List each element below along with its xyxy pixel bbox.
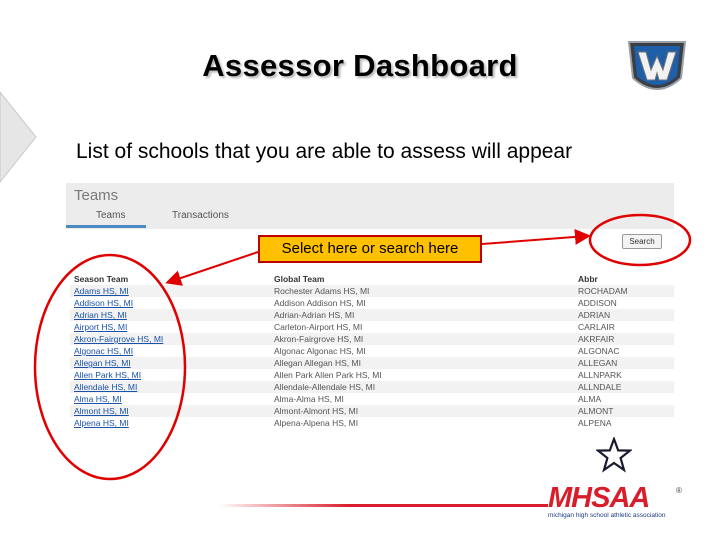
abbr-cell: ALLEGAN bbox=[574, 357, 674, 369]
annotation-arrow-icon bbox=[482, 236, 587, 244]
slide-title: Assessor Dashboard bbox=[202, 48, 518, 83]
abbr-cell: ADRIAN bbox=[574, 309, 674, 321]
global-team-cell: Allen Park Allen Park HS, MI bbox=[270, 369, 574, 381]
season-team-link[interactable]: Addison HS, MI bbox=[70, 297, 270, 309]
abbr-cell: ADDISON bbox=[574, 297, 674, 309]
abbr-cell: AKRFAIR bbox=[574, 333, 674, 345]
footer-divider bbox=[218, 504, 548, 507]
season-team-link[interactable]: Allen Park HS, MI bbox=[70, 369, 270, 381]
global-team-cell: Alpena-Alpena HS, MI bbox=[270, 417, 574, 429]
abbr-cell: ALLNDALE bbox=[574, 381, 674, 393]
teams-page-title: Teams bbox=[74, 187, 119, 204]
global-team-cell: Algonac Algonac HS, MI bbox=[270, 345, 574, 357]
season-team-link[interactable]: Akron-Fairgrove HS, MI bbox=[70, 333, 270, 345]
abbr-cell: ROCHADAM bbox=[574, 285, 674, 297]
mhsaa-wordmark: MHSAA bbox=[548, 482, 650, 514]
annotation-arrow-icon bbox=[169, 252, 258, 282]
season-team-link[interactable]: Algonac HS, MI bbox=[70, 345, 270, 357]
season-team-highlight-ellipse bbox=[35, 255, 185, 479]
search-highlight-ellipse bbox=[590, 215, 690, 265]
column-header-abbr: Abbr bbox=[578, 274, 598, 284]
season-team-link[interactable]: Airport HS, MI bbox=[70, 321, 270, 333]
abbr-cell: ALMA bbox=[574, 393, 674, 405]
search-button[interactable]: Search bbox=[622, 234, 662, 249]
mhsaa-logo bbox=[548, 484, 680, 519]
global-team-cell: Carleton-Airport HS, MI bbox=[270, 321, 574, 333]
tab-transactions[interactable]: Transactions bbox=[172, 210, 229, 221]
tab-teams[interactable]: Teams bbox=[96, 210, 126, 221]
season-team-link[interactable]: Alma HS, MI bbox=[70, 393, 270, 405]
column-header-season-team: Season Team bbox=[74, 274, 129, 284]
season-team-link[interactable]: Allendale HS, MI bbox=[70, 381, 270, 393]
abbr-cell: ALPENA bbox=[574, 417, 674, 429]
global-team-cell: Adrian-Adrian HS, MI bbox=[270, 309, 574, 321]
global-team-cell: Allegan Allegan HS, MI bbox=[270, 357, 574, 369]
column-header-global-team: Global Team bbox=[274, 274, 325, 284]
star-icon bbox=[596, 437, 632, 473]
season-team-link[interactable]: Almont HS, MI bbox=[70, 405, 270, 417]
global-team-cell: Allendale-Allendale HS, MI bbox=[270, 381, 574, 393]
global-team-cell: Addison Addison HS, MI bbox=[270, 297, 574, 309]
select-or-search-callout: Select here or search here bbox=[258, 235, 482, 263]
abbr-cell: ALLNPARK bbox=[574, 369, 674, 381]
season-team-link[interactable]: Adams HS, MI bbox=[70, 285, 270, 297]
global-team-cell: Almont-Almont HS, MI bbox=[270, 405, 574, 417]
global-team-cell: Rochester Adams HS, MI bbox=[270, 285, 574, 297]
season-team-link[interactable]: Alpena HS, MI bbox=[70, 417, 270, 429]
abbr-cell: CARLAIR bbox=[574, 321, 674, 333]
mhsaa-tagline: michigan high school athletic association bbox=[548, 512, 666, 519]
abbr-cell: ALGONAC bbox=[574, 345, 674, 357]
global-team-cell: Alma-Alma HS, MI bbox=[270, 393, 574, 405]
abbr-cell: ALMONT bbox=[574, 405, 674, 417]
global-team-cell: Akron-Fairgrove HS, MI bbox=[270, 333, 574, 345]
slide-subtitle: List of schools that you are able to assess will appear bbox=[76, 140, 573, 163]
season-team-link[interactable]: Adrian HS, MI bbox=[70, 309, 270, 321]
registered-mark: ® bbox=[676, 486, 682, 495]
season-team-link[interactable]: Allegan HS, MI bbox=[70, 357, 270, 369]
